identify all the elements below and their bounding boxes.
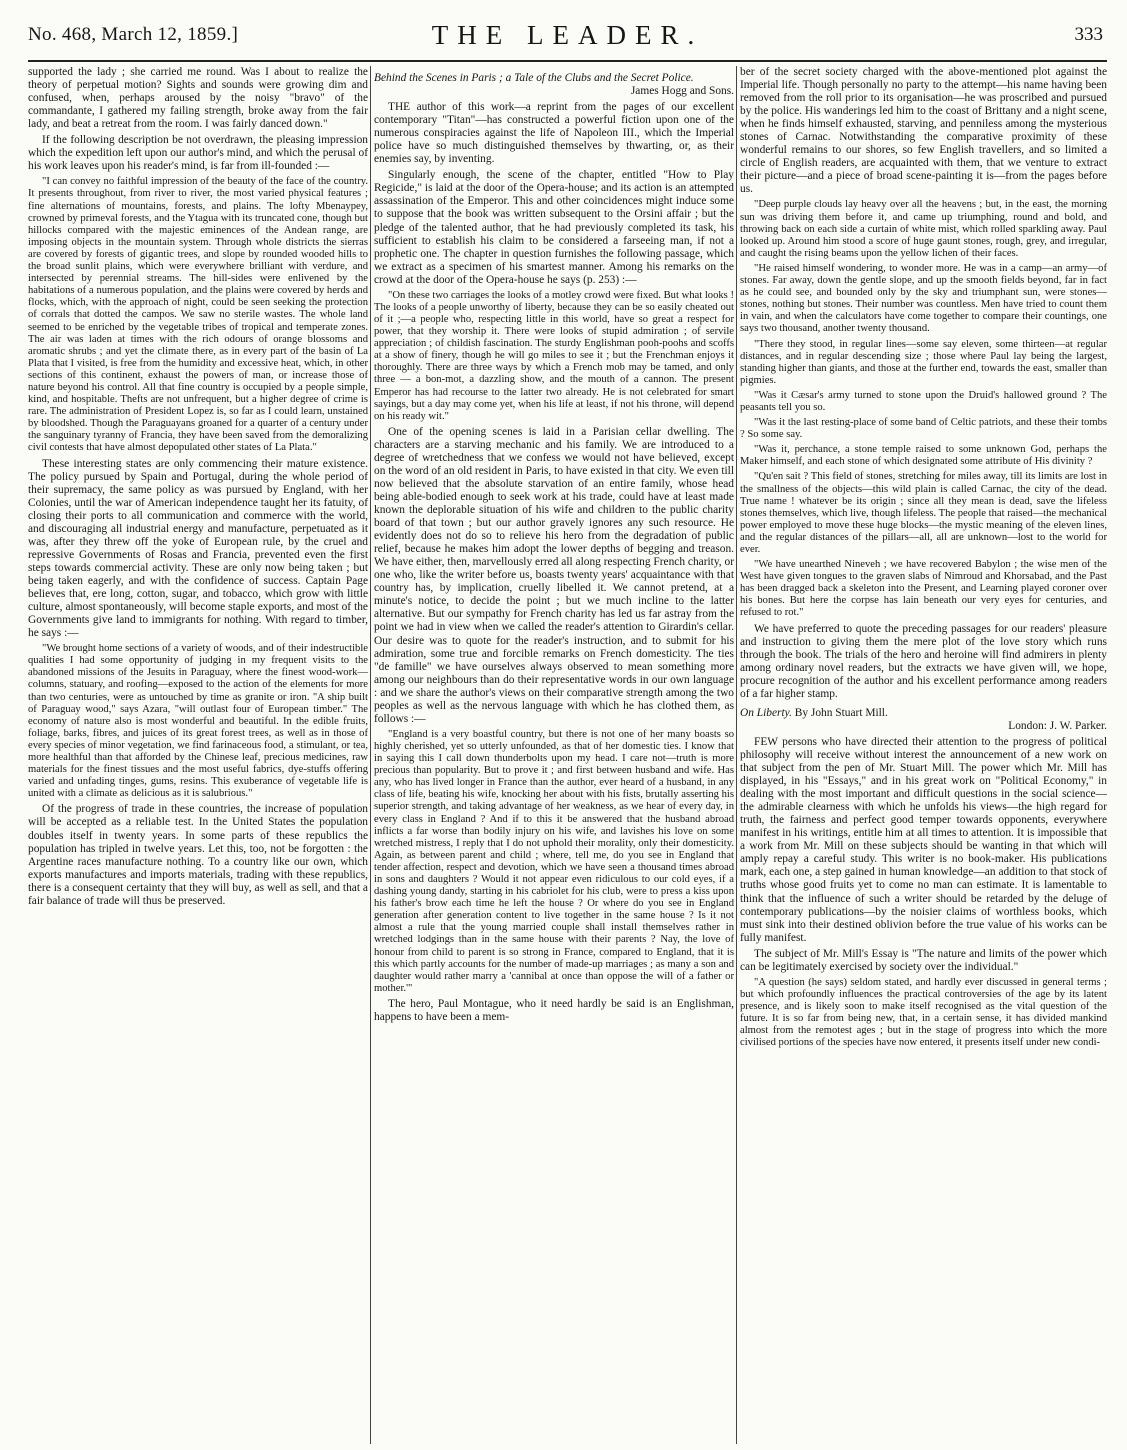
paragraph: One of the opening scenes is laid in a Parisian cellar dwelling. The characters are a starving mechanic and his family. We are introduced to a degree of wretchedness that we confess we would not have believed, except on the word of an old resident in Paris, to have existed in that city. We even till now believed that the absolute starvation of an entire family, whose head being able-bodied enough to seek work at his trade, could have at least made known the deplorable situation of his wife and children to the public charity board of that town ; but our author gravely ignores any such resource. He evidently does not do so to relieve his hero from the degradation of public relief, because he makes him adopt the lower depths of begging and treason. We have either, then, marvellously erred all along respecting French charity, or one who, like the writer before us, boasts twenty years' acquaintance with that country has, by implication, cruelly libelled it. We cannot pretend, at a minute's notice, to decide the point ; but we much incline to the latter alternative. But our sympathy for French charity has led us far astray from the point we had in view when we called the reader's attention to Girardin's cellar. Our desire was to quote for the reader's instruction, and to submit for his admiration, some true and forcible remarks on French domesticity. The ties "de famille" we have ourselves always observed to mean something more among our neighbours than do their representative words in our own language : and we share the author's views on their comparative strength among the two peoples as well as the nervous language with which he has clothed them, as follows :— [374, 425, 734, 725]
paragraph: FEW persons who have directed their attention to the progress of political philosophy will receive without interest the announcement of a new work on that subject from the pen of Mr. Stuart Mill. The power which Mr. Mill has displayed, in his "Essays," and in his great work on "Political Economy," in dealing with the most important and difficult questions in the social science—the admirable clearness with which he unfolds his views—the high regard for truth, the fairness and perfect good temper towards opponents, everywhere manifest in his writings, entitle him at all times to attention. It is impossible that a work from Mr. Mill on these subjects should be wanting in that which will amply repay a careful study. This writer is no book-maker. His publications mark, each one, a step gained in human knowledge—an addition to that stock of truths whose good fruits yet to come no man can estimate. It is lamentable to think that the influence of such a writer should be retarded by the deluge of contemporary publications—by the noisier claims of worthless books, which must sink into their destined oblivion before the true value of his works can be fully manifest. [740, 735, 1107, 944]
book-title: Behind the Scenes in Paris ; a Tale of the Clubs and the Secret Police. [374, 72, 694, 84]
block-quote: "Was it, perchance, a stone temple raised to some unknown God, perhaps the Maker himself, and each stone of which designated some attribute of His divinity ? [740, 444, 1107, 468]
block-quote: "Qu'en sait ? This field of stones, stretching for miles away, till its limits are lost in the smallness of the objects—this wild plain is called Carnac, the city of the dead. True name ! whatever be its origin ; since all they mean is dead, save the lifeless stones themselves, which live, though lifeless. The people that raised—the mechanical power employed to move these huge blocks—the mystic meaning of the eleven lines, and the regular distances of the pillars—all, all are unknown—lost to the world for ever. [740, 471, 1107, 555]
column-rule-1 [370, 66, 371, 1444]
block-quote: "Deep purple clouds lay heavy over all the heavens ; but, in the east, the morning sun was driving them before it, and came up triumphing, round and bold, and throwing back on each side a curtain of white mist, which rolled sparkling away. Paul looked up. Around him stood a score of huge gaunt stones, rough, grey, and irregular, and caught the rising beams upon the yellow lichen of their faces. [740, 199, 1107, 259]
paragraph: If the following description be not overdrawn, the pleasing impression which the expedition left upon our author's mind, and which the perusal of his work leaves upon his reader's mind, is far from ill-founded :— [28, 134, 368, 173]
paragraph: Singularly enough, the scene of the chapter, entitled "How to Play Regicide," is laid at the door of the Opera-house; and its action is an attempted assassination of the Emperor. This and other coincidences might induce some to suppose that the book was written subsequent to the Orsini affair ; but the pledge of the talented author, that he had previously completed its task, his sufficient to establish his claim to be considered a farseeing man, if not a prophetic one. The chapter in question furnishes the following passage, which we extract as a specimen of his smartest manner. Among his remarks on the crowd at the door of the Opera-house he says (p. 253) :— [374, 169, 734, 286]
paragraph: ber of the secret society charged with the above-mentioned plot against the Imperial life. Though personally no party to the attempt—his name having been removed from the roll prior to its organisation—he was proscribed and pursued by the police. His wanderings led him to the coast of Brittany and a night scene, when he finds himself exhausted, starving, and penniless among the mysterious stones of Carnac. Notwithstanding the comparative proximity of these wonderful remains to our shores, so few English travellers, and so limited a circle of English readers, are acquainted with them, that we venture to extract their picture—and a piece of broad scene-painting it is—from the pages before us. [740, 66, 1107, 196]
block-quote: "He raised himself wondering, to wonder more. He was in a camp—an army—of stones. Far away, down the gentle slope, and up the smooth fields beyond, far in fact as he could see, and bounded only by the sky and triumphant sun, were stones—stones, nothing but stones. Their number was countless. Men have tried to count them in vain, and when the calculators have come together to compare their countings, one says two thousand, another twenty thousand. [740, 262, 1107, 335]
block-quote: "I can convey no faithful impression of the beauty of the face of the country. It presents throughout, from river to river, the most varied physical features ; fine alternations of mountains, forests, and plains. The lofty Mbenaypey, crowned by primeval forests, and the Ytagua with its truncated cone, though but hillocks compared with the majestic eminences of the Andean range, are imposing objects in the mountain system. Through whole districts the sierras are covered by forests of gigantic trees, and slope by rounded wooded hills to the broad sunlit plains, which were everywhere brilliant with verdure, and intersected by perennial streams. The hill-sides were enlivened by the habitations of a numerous population, and the plains were covered by herds and flocks, which, with the approach of night, could be seen seeking the protection of corrals that dotted the campos. We saw no sterile wastes. The whole land seemed to be enriched by the vegetable tribes of tropical and temperate zones. The air was laden at times with the rich odours of orange blossoms and aromatic shrubs ; and yet the climate there, as in every part of the basin of La Plata that I visited, is free from the humidity and excessive heat, which, in other sections of this continent, exhaust the powers of man, or increase those of nature beyond his control. All that fine country is occupied by a people simple, kind, and hospitable. Thefts are not unfrequent, but a higher degree of crime is rare. The administration of President Lopez is, so far as I could learn, unstained by bloodshed. Though the Paraguayans groaned for a quarter of a century under the sanguinary tyranny of Francia, they have been saved from the demoralizing civil contests that have almost depopulated other states of La Plata." [28, 176, 368, 454]
book-title: On Liberty. [740, 706, 792, 719]
book-review-heading [374, 72, 734, 98]
column-3 [740, 66, 1107, 1444]
paragraph: supported the lady ; she carried me round. Was I about to realize the theory of perpetual motion? Sights and sounds were growing dim and confused, when, perhaps aroused by the noisy "bravo" of the commandante, I gathered my failing strength, broke away from the fair lady, and beat a retreat from the room. I was fairly danced down." [28, 66, 368, 131]
publisher: James Hogg and Sons. [630, 85, 734, 98]
paragraph: These interesting states are only commencing their mature existence. The policy pursued by Spain and Portugal, during the whole period of their supremacy, the same policy as was pursued by England, with her Colonies, until the war of American independence taught her its fatuity, of closing their ports to all communication and commerce with the world, and discouraging all industrial energy and manufacture, perpetuated as it was, after they threw off the yoke of European rule, by the cruel and repressive Governments of Rosas and Francia, prevented even the first steps towards commercial activity. These are only now being taken ; but being taken eagerly, and with the confidence of success. Captain Page believes that, ere long, cotton, sugar, and tobacco, which grow with little culture, almost spontaneously, will become staple exports, and most of the Governments give land to immigrants for nothing. With regard to timber, he says :— [28, 457, 368, 640]
column-rule-2 [736, 66, 737, 1444]
block-quote: "Was it the last resting-place of some band of Celtic patriots, and these their tombs ? So some say. [740, 417, 1107, 441]
masthead [28, 8, 1107, 62]
block-quote: "Was it Cæsar's army turned to stone upon the Druid's hallowed ground ? The peasants tell you so. [740, 389, 1107, 413]
paragraph: We have preferred to quote the preceding passages for our readers' pleasure and instruction to giving them the mere plot of the love story which runs through the book. The trials of the hero and heroine will find admirers in plenty among ordinary novel readers, but the extracts we have given will, we hope, procure recognition of the author and his excellent performance among readers of a far higher stamp. [740, 622, 1107, 700]
paragraph: THE author of this work—a reprint from the pages of our excellent contemporary "Titan"—has constructed a powerful fiction upon one of the numerous conspiracies against the life of Napoleon III., which the Imperial police have so much distinguished themselves by thwarting, or, as their enemies say, by inventing. [374, 101, 734, 166]
issue-date: No. 468, March 12, 1859.] [28, 24, 239, 45]
column-2 [374, 66, 734, 1444]
book-author: By John Stuart Mill. [794, 706, 888, 719]
block-quote: "England is a very boastful country, but there is not one of her many boasts so highly cherished, yet so utterly unfounded, as that of her domestic ties. I know that in saying this I call down thunderbolts upon my head. I care not—truth is more precious than popularity. But to prove it ; and first between husband and wife. Has any, who has lived longer in France than the author, ever heard of a husband, in any class of life, beating his wife, knocking her about with his fists, brutally asserting his superior strength, and taking advantage of her weakness, as we hear of every day, in every class in England ? And if to this it be answered that the husband abroad inflicts a far worse than bodily injury on his wife, and lavishes his love on some wretched mistress, I reply that I do not uphold their morality, only their domesticity. Again, as between parent and child ; where, tell me, do you see in England that tender affection, respect and devotion, which we have seen a thousand times abroad in sons and daughters ? Would it not appear even ridiculous to our cold eyes, if a dashing young dandy, starting in his cabriolet for his club, were to press a kiss upon his father's brow each time he left the house ? Or where do you see in England generation after generation content to live together in the same house ? Is it not almost a rule that the young married couple shall install themselves rather in wretched lodgings than in the same house with their parents ? Nay, the love of honour from child to parent is so strong in France, compared to England, that it is this which partly accounts for the number of made-up marriages ; as many a son and daughter would rather marry a 'cannibal at once than oppose the will of a father or mother.'" [374, 728, 734, 994]
block-quote: "On these two carriages the looks of a motley crowd were fixed. But what looks ! The looks of a people unworthy of liberty, because they can be so easily cheated out of it ;—a people who, respecting little in this world, have so great a respect for power, that they worship it. There were looks of stupid admiration ; of servile appreciation ; of childish fascination. The sturdy Englishman pooh-poohs and scoffs at a show of finery, though he will go miles to see it ; but the Frenchman enjoys it thoroughly. There are three ways by which a French mob may be tamed, and only three — a bon-mot, a dazzling show, and the mouth of a cannon. The present Emperor has had recourse to the latter two already. He is not celebrated for smart sayings, but a day may come yet, when his life at least, if not his throne, will depend on his ready wit." [374, 289, 734, 422]
page-number: 333 [1074, 24, 1103, 45]
paragraph: The hero, Paul Montague, who it need hardly be said is an Englishman, happens to have been a mem- [374, 997, 734, 1023]
paragraph: Of the progress of trade in these countries, the increase of population will be accepted as a reliable test. In the United States the population doubles itself in twenty years. In some parts of these republics the population has tripled in twelve years. Let this, too, not be forgotten : the Argentine races manufacture nothing. To a country like our own, which exports manufactures and imports materials, trading with these republics, there is a consequent certainty that they will buy, as well as sell, and that a fair balance of trade will thus be preserved. [28, 803, 368, 907]
block-quote: "We brought home sections of a variety of woods, and of their indestructible qualities I had some opportunity of judging in my frequent visits to the abandoned missions of the Jesuits in Paraguay, where the finest wood-work—columns, statuary, and roofing—exposed to the action of the elements for more than two centuries, were as untouched by time as granite or iron. "A ship built of Paraguay wood," says Azara, "will outlast four of European timber." The economy of nature also is most wonderful and beautiful. In the edible fruits, foliage, barks, fibres, and juices of its great forest trees, as well as in those of every species of minor vegetation, we find farinaceous food, a stimulant, or tea, more healthful than that afforded by the Chinese leaf, precious medicines, raw materials for the finest tissues and the most useful fabrics, dye-stuffs offering varied and unfading tinges, gums, resins. This exuberance of vegetable life is united with a climate as delicious as it is salubrious." [28, 643, 368, 800]
column-1 [28, 66, 368, 1444]
book-review-heading [740, 707, 1107, 733]
paragraph: The subject of Mr. Mill's Essay is "The nature and limits of the power which can be legitimately exercised by society over the individual." [740, 947, 1107, 973]
publisher: London: J. W. Parker. [1008, 719, 1107, 732]
block-quote: "There they stood, in regular lines—some say eleven, some thirteen—at regular distances, and in regular descending size ; those where Paul lay being the largest, standing higher than giants, and those at the further end, towards the east, smaller than pigmies. [740, 338, 1107, 386]
block-quote: "We have unearthed Nineveh ; we have recovered Babylon ; the wise men of the West have given tongues to the graven slabs of Nimroud and Khorsabad, and the Past has been dragged back a skeleton into the Present, and Learning played coroner over his bones. But here the corpse has lain beneath our very eyes for centuries, and refused to rot." [740, 559, 1107, 619]
block-quote: "A question (he says) seldom stated, and hardly ever discussed in general terms ; but which profoundly influences the practical controversies of the age by its latent presence, and is likely soon to make itself recognised as the vital question of the future. It is so far from being new, that, in a certain sense, it has divided mankind almost from the remotest ages ; but in the stage of progress into which the more civilised portions of the species have now entered, it presents itself under new condi- [740, 976, 1107, 1049]
newspaper-title: THE LEADER. [431, 20, 704, 50]
